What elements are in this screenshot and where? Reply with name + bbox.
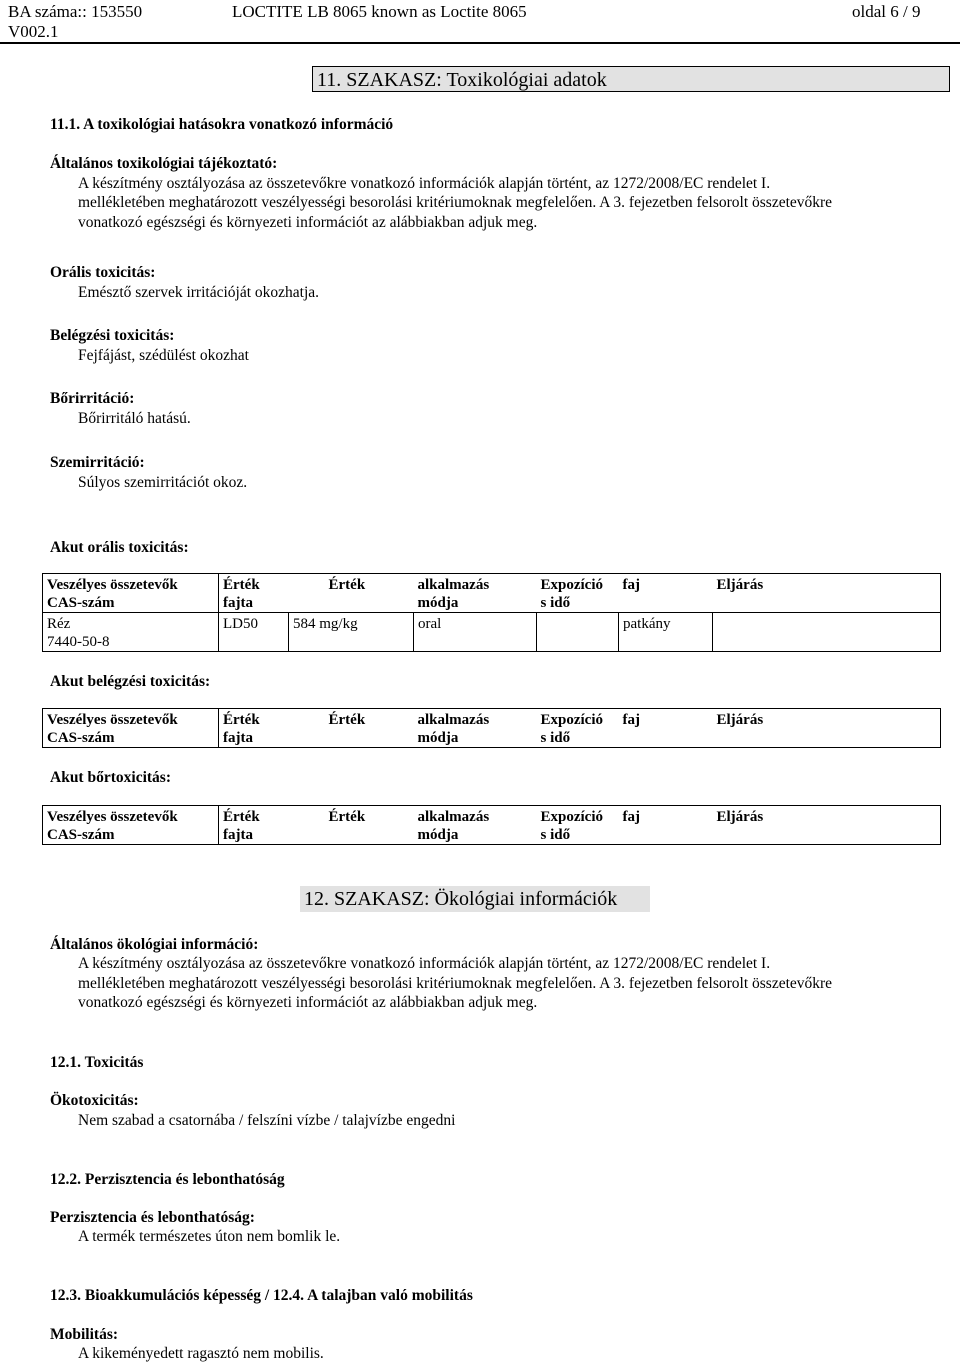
component-name: Réz [47, 616, 71, 632]
oral-tox-text: Emésztő szervek irritációját okozhatja. [78, 284, 320, 301]
acute-skin-label: Akut bőrtoxicitás: [50, 769, 171, 786]
col-components-header: Veszélyes összetevők [47, 577, 178, 593]
col-route-header-2: módja [417, 730, 459, 746]
ecotox-label: Ökotoxicitás: [50, 1092, 139, 1109]
section-11-title: 11. SZAKASZ: Toxikológiai adatok [312, 66, 950, 92]
col-value-type-header: Érték [223, 577, 260, 593]
col-value-type-header-2: fajta [223, 827, 253, 843]
subsection-12-3-title: 12.3. Bioakkumulációs képesség / 12.4. A talajban való mobilitás [50, 1287, 473, 1304]
inhal-tox-text: Fejfájást, szédülést okozhat [78, 347, 249, 364]
col-exposure-header-2: s idő [540, 730, 571, 746]
col-route-header: alkalmazás [417, 712, 490, 728]
col-value-type-header-2: fajta [223, 730, 253, 746]
acute-inhal-table [42, 708, 941, 748]
table-row [43, 613, 941, 652]
subsection-11-1-title: 11.1. A toxikológiai hatásokra vonatkozó információ [50, 116, 394, 133]
col-value-header: Érték [328, 577, 366, 593]
product-name: LOCTITE LB 8065 known as Loctite 8065 [232, 2, 527, 21]
col-exposure-header: Expozíció [540, 712, 603, 728]
col-species-header: faj [622, 712, 640, 728]
persistence-label: Perzisztencia és lebonthatóság: [50, 1209, 255, 1226]
page-number: oldal 6 / 9 [852, 2, 921, 21]
general-eco-label: Általános ökológiai információ: [50, 936, 259, 953]
col-route-header: alkalmazás [417, 809, 490, 825]
col-exposure-header-2: s idő [540, 595, 571, 611]
table-header-row [43, 806, 941, 845]
oral-tox-label: Orális toxicitás: [50, 264, 156, 281]
col-cas-header: CAS-szám [47, 730, 115, 746]
col-exposure-header-2: s idő [540, 827, 571, 843]
col-species-header: faj [622, 809, 640, 825]
col-value-header: Érték [328, 712, 366, 728]
table-header-row [43, 709, 941, 748]
col-method-header: Eljárás [716, 577, 764, 593]
eye-irritation-text: Súlyos szemirritációt okoz. [78, 474, 248, 491]
ecotox-text: Nem szabad a csatornába / felszíni vízbe / talajvízbe engedni [78, 1112, 456, 1129]
acute-skin-table [42, 805, 941, 845]
col-route-header: alkalmazás [417, 577, 490, 593]
col-value-type-header: Érték [223, 712, 260, 728]
acute-oral-label: Akut orális toxicitás: [50, 539, 189, 556]
col-cas-header: CAS-szám [47, 595, 115, 611]
document-number: BA száma:: 153550 [8, 2, 143, 21]
col-route-header-2: módja [417, 595, 459, 611]
component-cas: 7440-50-8 [47, 634, 110, 650]
skin-irritation-label: Bőrirritáció: [50, 390, 135, 407]
col-exposure-header: Expozíció [540, 577, 603, 593]
col-value-type-header: Érték [223, 809, 260, 825]
col-value-type-header-2: fajta [223, 595, 253, 611]
general-eco-text-line2: mellékletében meghatározott veszélyességi besorolási kritériumoknak megfelelően. A 3. fejezetben felsorolt összetevőkre [78, 975, 833, 992]
value: 584 mg/kg [293, 616, 358, 632]
col-cas-header: CAS-szám [47, 827, 115, 843]
col-components-header: Veszélyes összetevők [47, 712, 178, 728]
general-tox-text-line2: mellékletében meghatározott veszélyességi besorolási kritériumoknak megfelelően. A 3. fejezetben felsorolt összetevőkre [78, 194, 833, 211]
species: patkány [623, 616, 671, 632]
general-tox-label: Általános toxikológiai tájékoztató: [50, 155, 278, 172]
col-species-header: faj [622, 577, 640, 593]
subsection-12-1-title: 12.1. Toxicitás [50, 1054, 144, 1071]
col-method-header: Eljárás [716, 809, 764, 825]
general-eco-text-line1: A készítmény osztályozása az összetevőkre vonatkozó információk alapján történt, az 1272/2008/EC rendelet I. [78, 955, 771, 972]
document-version: V002.1 [8, 22, 59, 41]
mobility-label: Mobilitás: [50, 1326, 119, 1343]
section-12-title: 12. SZAKASZ: Ökológiai információk [300, 886, 650, 912]
col-value-header: Érték [328, 809, 366, 825]
col-exposure-header: Expozíció [540, 809, 603, 825]
acute-oral-table [42, 573, 941, 652]
inhal-tox-label: Belégzési toxicitás: [50, 327, 175, 344]
value-type: LD50 [223, 616, 258, 632]
persistence-text: A termék természetes úton nem bomlik le. [78, 1228, 341, 1245]
col-method-header: Eljárás [716, 712, 764, 728]
skin-irritation-text: Bőrirritáló hatású. [78, 410, 191, 427]
col-route-header-2: módja [417, 827, 459, 843]
eye-irritation-label: Szemirritáció: [50, 454, 145, 471]
table-header-row [43, 574, 941, 613]
acute-inhal-label: Akut belégzési toxicitás: [50, 673, 211, 690]
col-components-header: Veszélyes összetevők [47, 809, 178, 825]
mobility-text: A kikeményedett ragasztó nem mobilis. [78, 1345, 324, 1362]
general-tox-text-line3: vonatkozó egészségi és környezeti információt az alábbiakban adjuk meg. [78, 214, 538, 231]
general-tox-text-line1: A készítmény osztályozása az összetevőkre vonatkozó információk alapján történt, az 1272/2008/EC rendelet I. [78, 175, 771, 192]
subsection-12-2-title: 12.2. Perzisztencia és lebonthatóság [50, 1171, 285, 1188]
general-eco-text-line3: vonatkozó egészségi és környezeti információt az alábbiakban adjuk meg. [78, 994, 538, 1011]
route: oral [418, 616, 442, 632]
header-rule [0, 42, 960, 44]
